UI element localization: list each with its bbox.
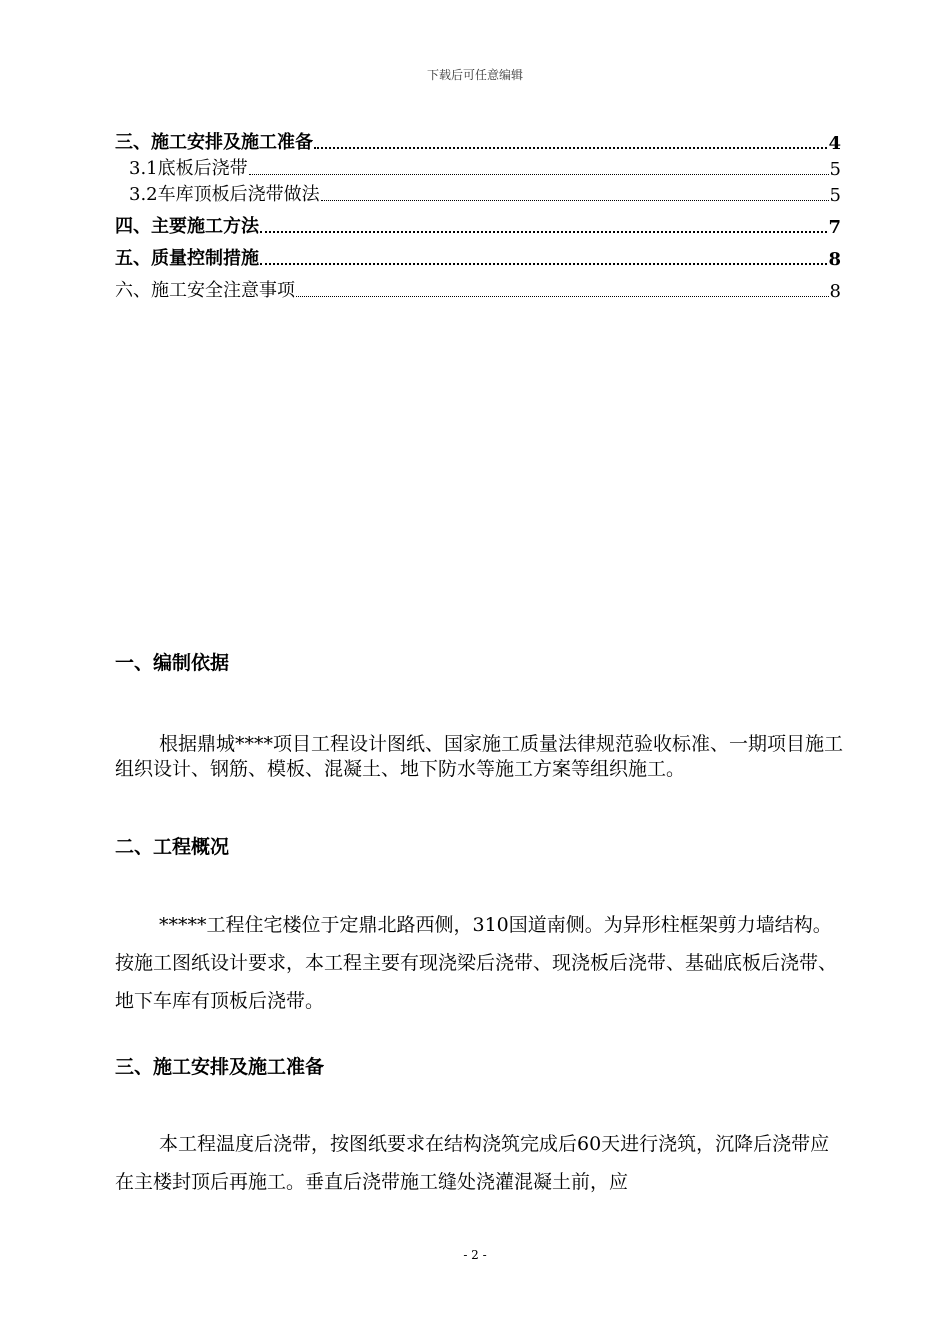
- section-body-overview: *****工程住宅楼位于定鼎北路西侧，310国道南侧。为异形柱框架剪力墙结构。按施工图纸设计要求，本工程主要有现浇梁后浇带、现浇板后浇带、基础底板后浇带、地下车库有顶板后浇带。: [115, 914, 838, 1012]
- toc-entry-page: 8: [829, 281, 841, 302]
- toc-entry-title: 三、施工安排及施工准备: [115, 128, 314, 154]
- section-heading-overview: 二、工程概况: [115, 836, 230, 858]
- toc-entry[interactable]: [115, 154, 841, 180]
- toc-entry-title: 五、质量控制措施: [115, 244, 260, 270]
- toc-entry[interactable]: [115, 122, 841, 154]
- toc-entry-title: 四、主要施工方法: [115, 212, 260, 238]
- toc-entry-title: 六、施工安全注意事项: [115, 276, 296, 302]
- toc-entry-page: 5: [829, 159, 841, 180]
- toc-entry-title: 3.2车库顶板后浇带做法: [129, 180, 321, 206]
- section-body-basis: 根据鼎城****项目工程设计图纸、国家施工质量法律规范验收标准、一期项目施工组织设计、钢筋、模板、混凝土、地下防水等施工方案等组织施工。: [115, 733, 844, 780]
- toc-leader-dots: [249, 174, 829, 175]
- toc-leader-dots: [314, 147, 827, 149]
- toc-leader-dots: [321, 200, 829, 201]
- toc-leader-dots: [296, 296, 829, 297]
- toc-entry[interactable]: [115, 238, 841, 270]
- section-heading-basis: 一、编制依据: [115, 652, 230, 674]
- table-of-contents: [115, 122, 841, 302]
- toc-leader-dots: [260, 263, 827, 265]
- toc-entry[interactable]: [115, 206, 841, 238]
- toc-entry[interactable]: [115, 180, 841, 206]
- toc-entry-page: 5: [829, 185, 841, 206]
- toc-entry-page: 7: [828, 217, 841, 238]
- page-header-note: 下载后可任意编辑: [426, 68, 523, 82]
- toc-entry-page: 8: [828, 249, 841, 270]
- section-body-arrangement: 本工程温度后浇带，按图纸要求在结构浇筑完成后60天进行浇筑，沉降后浇带应在主楼封顶后再施工。垂直后浇带施工缝处浇灌混凝土前，应: [115, 1133, 830, 1193]
- section-heading-arrangement: 三、施工安排及施工准备: [115, 1056, 325, 1078]
- toc-leader-dots: [260, 231, 827, 233]
- toc-entry[interactable]: [115, 270, 841, 302]
- toc-entry-page: 4: [828, 133, 841, 154]
- page-number: - 2 -: [463, 1248, 487, 1262]
- toc-entry-title: 3.1底板后浇带: [129, 154, 249, 180]
